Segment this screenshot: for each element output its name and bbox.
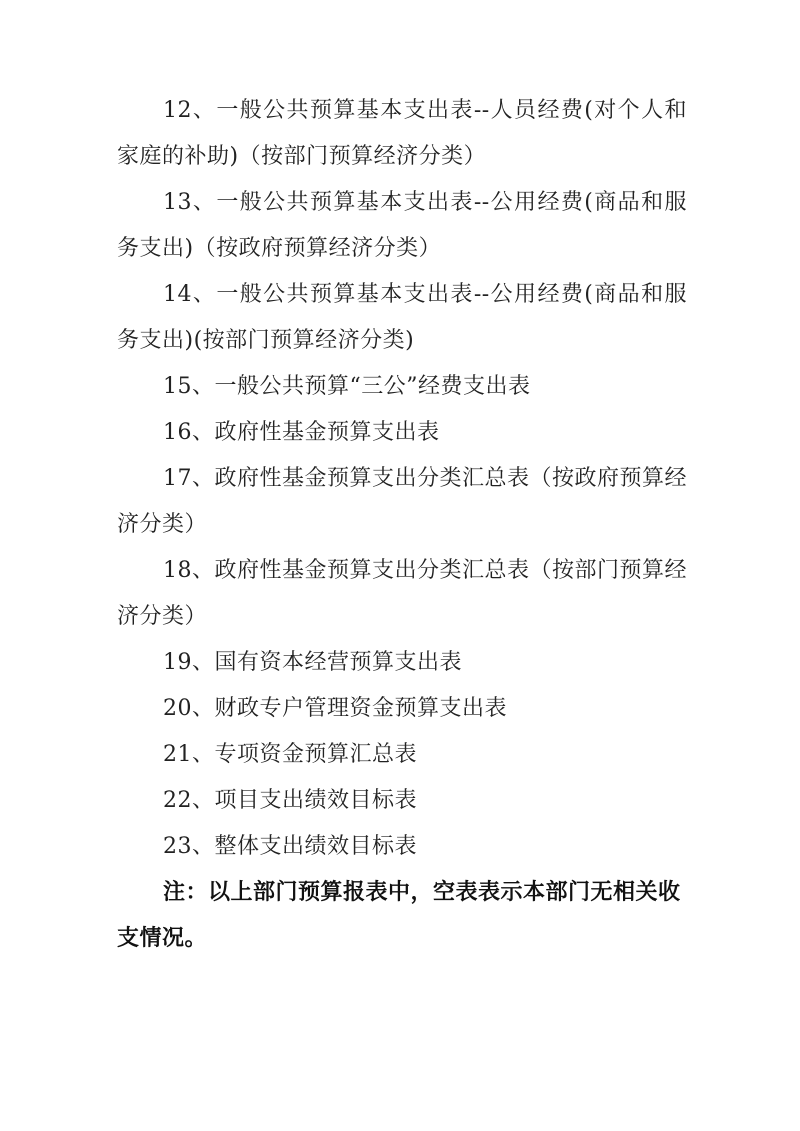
list-item: 21、专项资金预算汇总表: [163, 742, 417, 767]
list-item: 22、项目支出绩效目标表: [163, 788, 417, 813]
document-body: [117, 88, 687, 962]
note-paragraph: 注：以上部门预算报表中，空表表示本部门无相关收支情况。: [117, 880, 681, 951]
list-item: 18、政府性基金预算支出分类汇总表（按部门预算经济分类）: [117, 558, 687, 629]
list-item: 17、政府性基金预算支出分类汇总表（按政府预算经济分类）: [117, 466, 687, 537]
list-item: 19、国有资本经营预算支出表: [163, 650, 462, 675]
list-item: 20、财政专户管理资金预算支出表: [163, 696, 507, 721]
list-item: 23、整体支出绩效目标表: [163, 834, 417, 859]
list-item: 15、一般公共预算“三公”经费支出表: [163, 374, 531, 399]
list-item: 16、政府性基金预算支出表: [163, 420, 440, 445]
list-item: 13、一般公共预算基本支出表--公用经费(商品和服务支出)（按政府预算经济分类）: [117, 190, 687, 261]
list-item: 14、一般公共预算基本支出表--公用经费(商品和服务支出)(按部门预算经济分类): [117, 282, 687, 353]
list-item: 12、一般公共预算基本支出表--人员经费(对个人和家庭的补助)（按部门预算经济分类）: [117, 98, 687, 169]
